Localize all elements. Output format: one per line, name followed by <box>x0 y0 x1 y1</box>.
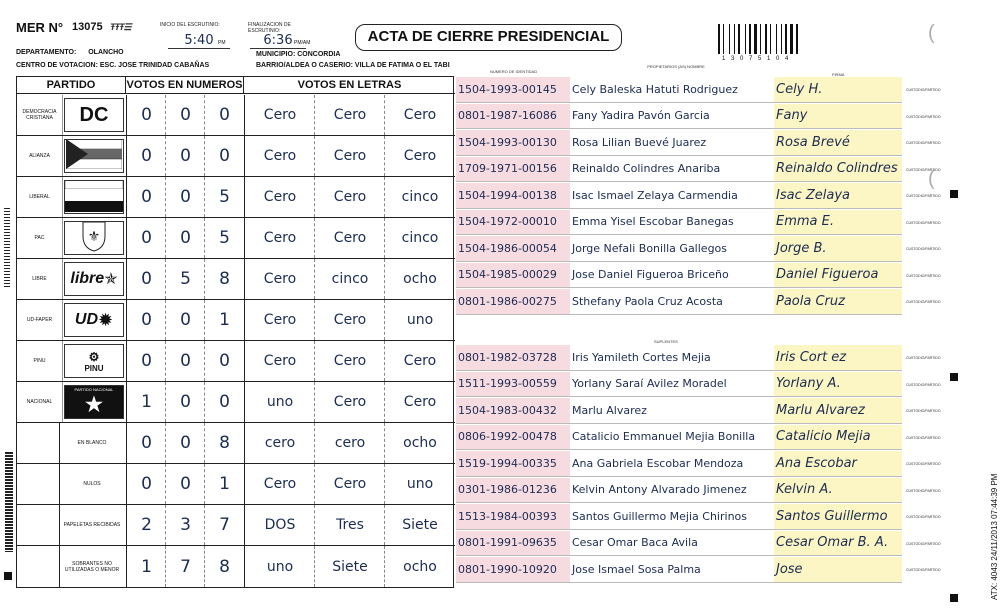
member-row <box>456 289 902 315</box>
member-signature: Catalicio Mejia <box>774 425 902 450</box>
barcode-bar <box>745 24 746 54</box>
member-id: 0806-1992-00478 <box>456 425 570 450</box>
member-row <box>456 104 902 130</box>
member-name: Yorlany Saraí Avilez Moradel <box>572 377 727 391</box>
barcode-bar <box>762 24 764 54</box>
barcode-bar <box>760 24 761 54</box>
vote-word: Cero <box>263 353 297 369</box>
inicio-label: INICIO DEL ESCRUTINIO: <box>160 22 220 28</box>
barcode-bar <box>783 24 784 54</box>
vote-word: Cero <box>263 107 297 123</box>
vote-word: uno <box>266 558 294 575</box>
vote-word: cinco <box>401 189 439 205</box>
vote-digit: 0 <box>180 392 191 412</box>
barcode-bar <box>754 24 757 54</box>
vote-word: Cero <box>403 148 437 164</box>
party-row <box>17 218 455 259</box>
member-id: 0801-1990-10920 <box>456 557 570 582</box>
barcode-bar <box>785 24 787 54</box>
barcode-bar <box>725 24 728 54</box>
libre-logo: libre <box>70 270 105 287</box>
member-row <box>456 478 902 504</box>
barcode-bar <box>752 24 753 54</box>
vote-digit: 0 <box>180 105 191 125</box>
member-id: 1511-1993-00559 <box>456 372 570 397</box>
member-row <box>456 77 902 103</box>
vote-word: Cero <box>263 230 297 246</box>
corner-mark: ( <box>928 168 935 190</box>
member-row <box>456 451 902 477</box>
member-signature: Santos Guillermo <box>774 504 902 529</box>
vote-word: Cero <box>333 476 367 492</box>
vote-word: Tres <box>336 517 364 533</box>
member-signature: Isac Zelaya <box>774 183 902 208</box>
member-signature: Cely H. <box>774 77 902 102</box>
vote-word: Cero <box>333 230 367 246</box>
vote-digit: 5 <box>180 269 191 289</box>
member-row <box>456 398 902 424</box>
fin-suffix: PM/AM <box>294 40 311 46</box>
vote-digit: 0 <box>141 269 152 289</box>
barcode-bar <box>776 24 777 54</box>
party-logo <box>64 262 124 296</box>
barcode-bar <box>758 24 759 54</box>
vote-word: Cero <box>263 148 297 164</box>
summary-name: NULOS <box>83 481 101 487</box>
party-logo <box>64 344 124 378</box>
vote-digit: 0 <box>141 146 152 166</box>
member-name: Santos Guillermo Mejia Chirinos <box>572 509 747 523</box>
member-row <box>456 372 902 398</box>
svg-text:⚜: ⚜ <box>87 227 101 244</box>
vote-word: Cero <box>263 271 297 287</box>
pac-shield-icon <box>79 221 109 255</box>
member-signature: Ana Escobar <box>774 451 902 476</box>
vote-word: Siete <box>332 558 368 575</box>
party-logo <box>64 139 124 173</box>
centro-label: CENTRO DE VOTACION: <box>16 62 98 69</box>
vote-digit: 7 <box>180 556 191 577</box>
liberal-flag-icon <box>65 180 123 214</box>
vote-digit: 0 <box>219 351 230 371</box>
municipio-line <box>256 51 340 58</box>
member-signature: Marlu Alvarez <box>774 398 902 423</box>
party-row <box>17 177 455 218</box>
member-signature: Kelvin A. <box>774 478 902 503</box>
vote-digit: 0 <box>180 228 191 248</box>
party-logo <box>64 221 124 255</box>
vote-word: ocho <box>403 271 437 287</box>
suplentes-label: SUPLENTES <box>654 339 678 344</box>
member-signature: Emma E. <box>774 210 902 235</box>
vote-digit: 1 <box>141 556 152 577</box>
side-label: CUSTODIO/PARTIDO <box>906 488 941 493</box>
member-name: Jose Ismael Sosa Palma <box>572 562 701 576</box>
summary-name: EN BLANCO <box>77 440 107 446</box>
vote-digit: 0 <box>219 105 230 125</box>
side-label: CUSTODIO/PARTIDO <box>906 382 941 387</box>
summary-row <box>17 423 455 464</box>
member-row <box>456 183 902 209</box>
vote-word: Cero <box>263 312 297 328</box>
member-id: 0801-1986-00275 <box>456 289 570 314</box>
party-logo <box>64 303 124 337</box>
vote-word: Cero <box>263 189 297 205</box>
member-row <box>456 504 902 530</box>
side-label: CUSTODIO/PARTIDO <box>906 568 941 572</box>
col-nombre-label: PROPIETARIOS (AS) NOMBRE <box>647 64 705 69</box>
vote-word: ocho <box>403 435 437 451</box>
barcode-bar <box>729 24 730 54</box>
member-row <box>456 557 902 583</box>
vote-digit: 0 <box>180 310 191 330</box>
departamento-label: DEPARTAMENTO: <box>16 49 77 56</box>
side-label: CUSTODIO/PARTIDO <box>906 220 941 225</box>
summary-row <box>17 505 455 546</box>
vote-digit: 0 <box>180 433 191 453</box>
registration-mark <box>4 572 12 580</box>
vote-digit: 0 <box>141 105 152 125</box>
member-id: 0301-1986-01236 <box>456 478 570 503</box>
vote-word: Cero <box>333 189 367 205</box>
member-signature: Cesar Omar B. A. <box>774 531 902 556</box>
member-name: Marlu Alvarez <box>572 403 647 417</box>
member-row <box>456 210 902 236</box>
member-row <box>456 263 902 289</box>
party-row <box>17 136 455 177</box>
side-label: CUSTODIO/PARTIDO <box>906 462 941 466</box>
pinu-emblem-icon: ⚙ <box>88 349 100 364</box>
vote-digit: 0 <box>141 228 152 248</box>
member-name: Fany Yadira Pavón Garcia <box>572 109 710 123</box>
vote-digit: 8 <box>219 269 230 289</box>
pinu-logo <box>84 350 103 373</box>
side-label: CUSTODIO/PARTIDO <box>906 194 941 198</box>
side-barcode <box>5 452 13 552</box>
barcode-bar <box>772 24 775 54</box>
votes-table <box>16 76 454 588</box>
vote-digit: 0 <box>141 310 152 330</box>
vote-digit: 2 <box>141 515 152 535</box>
side-label: CUSTODIO/PARTIDO <box>906 409 941 413</box>
member-id: 1504-1986-00054 <box>456 236 570 261</box>
member-row <box>456 425 902 451</box>
member-id: 1504-1994-00138 <box>456 183 570 208</box>
party-logo <box>64 98 124 132</box>
mer-label: MER N° <box>16 20 64 35</box>
centro-value: ESC. JOSE TRINIDAD CABAÑAS <box>99 62 210 69</box>
summary-row <box>17 546 455 587</box>
summary-row <box>17 464 455 505</box>
vote-word: Cero <box>333 312 367 328</box>
barcode-bar <box>731 24 733 54</box>
side-label: CUSTODIO/PARTIDO <box>906 141 941 145</box>
col-identidad-label: NUMERO DE IDENTIDAD <box>490 69 538 74</box>
corner-mark: ( <box>928 22 935 44</box>
member-signature: Jose <box>774 557 902 582</box>
member-id: 1513-1984-00393 <box>456 504 570 529</box>
member-id: 0801-1991-09635 <box>456 531 570 556</box>
vote-word: uno <box>406 312 434 328</box>
barcode-bar <box>736 24 737 54</box>
barcode-bar <box>741 24 744 54</box>
vote-word: cero <box>264 435 296 451</box>
dc-logo: DC <box>79 103 109 126</box>
member-id: 1519-1994-00335 <box>456 451 570 476</box>
star-icon: ✯ <box>104 271 118 288</box>
member-row <box>456 236 902 262</box>
party-logo <box>64 385 124 419</box>
barcode-bar <box>788 24 789 54</box>
party-row <box>17 382 455 423</box>
side-label: CUSTODIO/PARTIDO <box>906 356 941 360</box>
vote-digit: 5 <box>219 228 230 248</box>
vote-digit: 0 <box>180 187 191 207</box>
member-id: 1504-1985-00029 <box>456 263 570 288</box>
vote-digit: 0 <box>180 146 191 166</box>
column-separator <box>59 423 60 463</box>
inicio-suffix: PM <box>218 40 226 46</box>
member-signature: Rosa Brevé <box>774 130 902 155</box>
vote-digit: 0 <box>141 351 152 371</box>
member-name: Rosa Lilian Buevé Juarez <box>572 135 707 149</box>
vote-digit: 7 <box>219 515 230 535</box>
barcode-bar <box>765 24 767 54</box>
party-row <box>17 95 455 136</box>
vote-digit: 5 <box>219 187 230 207</box>
member-id: 1504-1993-00145 <box>456 77 570 102</box>
vote-digit: 8 <box>219 433 230 453</box>
vote-digit: 1 <box>219 310 230 330</box>
barcode-bar <box>723 24 724 54</box>
party-row <box>17 341 455 382</box>
party-name: LIBRE <box>17 259 63 299</box>
member-signature: Yorlany A. <box>774 372 902 397</box>
vote-digit: 1 <box>219 474 230 494</box>
side-label: CUSTODIO/PARTIDO <box>906 541 941 546</box>
barrio-value: VILLA DE FATIMA O EL TABI <box>354 62 450 69</box>
nacional-logo-text: PARTIDO NACIONAL <box>74 387 114 392</box>
vote-digit: 0 <box>141 433 152 453</box>
vote-word: uno <box>406 476 434 492</box>
vote-word: cero <box>334 435 366 451</box>
side-label: CUSTODIO/PARTIDO <box>906 435 941 440</box>
barcode-bar <box>749 24 751 54</box>
member-name: Isac Ismael Zelaya Carmendia <box>572 188 738 202</box>
side-label: CUSTODIO/PARTIDO <box>906 247 941 251</box>
barcode-bar <box>718 24 720 54</box>
member-row <box>456 130 902 156</box>
mer-number: 13075 <box>72 21 103 33</box>
member-id: 1504-1972-00010 <box>456 210 570 235</box>
centro-line <box>16 62 209 69</box>
party-name: LIBERAL <box>17 177 63 217</box>
member-id: 1504-1993-00130 <box>456 130 570 155</box>
departamento-value: OLANCHO <box>88 49 124 56</box>
vote-word: Cero <box>403 107 437 123</box>
vote-word: Cero <box>263 476 297 492</box>
party-name: ALIANZA <box>17 136 63 176</box>
member-signature: Daniel Figueroa <box>774 263 902 288</box>
member-name: Iris Yamileth Cortes Mejia <box>572 350 711 364</box>
side-label: CUSTODIO/PARTIDO <box>906 88 941 92</box>
vote-digit: 0 <box>219 146 230 166</box>
side-label: CUSTODIO/PARTIDO <box>906 114 941 119</box>
brand-mark: ŦŦŦ☰ <box>110 22 131 32</box>
member-name: Cely Baleska Hatuti Rodriguez <box>572 82 738 96</box>
summary-name: SOBRANTES NO UTILIZADAS O MENOR <box>64 560 120 573</box>
party-logo <box>64 180 124 214</box>
departamento-line <box>16 49 124 56</box>
member-name: Emma Yisel Escobar Banegas <box>572 215 734 229</box>
column-separator <box>59 546 60 587</box>
member-name: Ana Gabriela Escobar Mendoza <box>572 456 744 470</box>
alianza-flag-icon <box>66 139 122 173</box>
pinu-logo-text: PINU <box>84 363 104 373</box>
vote-word: cinco <box>401 230 439 246</box>
member-signature: Jorge B. <box>774 236 902 261</box>
barcode-bar <box>721 24 722 54</box>
barcode-bar <box>790 24 793 54</box>
vote-digit: 1 <box>141 392 152 412</box>
municipio-value: CONCORDIA <box>297 51 341 58</box>
barcode-bar <box>770 24 771 54</box>
member-signature: Reinaldo Colindres <box>774 157 902 182</box>
vote-word: DOS <box>264 517 296 533</box>
nacional-logo <box>65 386 123 418</box>
header-votos-numeros: VOTOS EN NUMEROS <box>126 77 244 94</box>
vote-word: cinco <box>331 271 369 287</box>
member-name: Catalicio Emmanuel Mejia Bonilla <box>572 430 756 444</box>
vote-digit: 0 <box>219 392 230 412</box>
member-row <box>456 157 902 183</box>
fin-value: 6:36 <box>250 33 306 49</box>
barrio-label: BARRIO/ALDEA O CASERIO: <box>256 62 353 69</box>
party-name: PINU <box>17 341 63 381</box>
member-name: Jorge Nefali Bonilla Gallegos <box>572 241 728 255</box>
party-row <box>17 300 455 341</box>
barcode-number: 1 3 0 7 5 1 0 4 <box>722 56 791 62</box>
vote-word: Cero <box>333 107 367 123</box>
member-id: 1709-1971-00156 <box>456 157 570 182</box>
vote-digit: 3 <box>180 515 191 535</box>
registration-mark <box>950 594 958 602</box>
barcode-bar <box>781 24 782 54</box>
member-row <box>456 531 902 557</box>
sun-icon: ✹ <box>98 309 114 330</box>
member-name: Kelvin Antony Alvarado Jimenez <box>572 483 747 497</box>
member-name: Cesar Omar Baca Avila <box>572 536 698 550</box>
municipio-label: MUNICIPIO: <box>256 51 296 58</box>
vote-word: uno <box>266 394 294 410</box>
side-label: CUSTODIO/PARTIDO <box>906 515 941 519</box>
summary-name: PAPELETAS RECIBIDAS <box>63 522 121 528</box>
timestamp-stamp: ATX: 4043 24/11/2013 07:44:39 PM <box>990 473 999 600</box>
vote-word: Cero <box>333 394 367 410</box>
member-signature: Iris Cort ez <box>774 345 902 370</box>
vote-word: ocho <box>403 558 437 575</box>
member-signature: Paola Cruz <box>774 289 902 314</box>
member-row <box>456 345 902 371</box>
vote-digit: 0 <box>180 351 191 371</box>
barcode-bar <box>768 24 769 54</box>
party-name: PAC <box>17 218 63 258</box>
registration-mark <box>950 373 958 381</box>
party-row <box>17 259 455 300</box>
page-title: ACTA DE CIERRE PRESIDENCIAL <box>355 24 622 51</box>
barcode-bar <box>796 24 798 54</box>
member-name: Jose Daniel Figueroa Briceño <box>572 268 729 282</box>
header-partido: PARTIDO <box>17 77 126 94</box>
ud-logo: UD <box>74 311 98 328</box>
barcode-bar <box>794 24 795 54</box>
registration-mark <box>950 190 958 198</box>
inicio-value: 5:40 <box>168 33 230 49</box>
member-signature: Fany <box>774 104 902 129</box>
party-name: NACIONAL <box>17 382 63 422</box>
column-separator <box>59 505 60 545</box>
header-votos-letras: VOTOS EN LETRAS <box>244 77 455 94</box>
side-label: CUSTODIO/PARTIDO <box>906 167 941 172</box>
member-id: 0801-1987-16086 <box>456 104 570 129</box>
barcode-bar <box>799 24 800 54</box>
column-separator <box>59 464 60 504</box>
vote-word: Cero <box>333 353 367 369</box>
party-name: UD-FAPER <box>17 300 63 340</box>
col-firma-label: FIRMA <box>832 72 845 77</box>
vote-word: Cero <box>403 394 437 410</box>
barcode-bar <box>778 24 780 54</box>
barcode-bar <box>738 24 740 54</box>
vote-word: Cero <box>333 148 367 164</box>
star-icon: ★ <box>85 394 103 416</box>
barrio-line <box>256 62 450 69</box>
member-name: Sthefany Paola Cruz Acosta <box>572 294 723 308</box>
barcode-bar <box>747 24 748 54</box>
side-barcode <box>4 208 10 288</box>
member-id: 0801-1982-03728 <box>456 345 570 370</box>
barcode <box>718 24 826 54</box>
vote-digit: 0 <box>180 474 191 494</box>
vote-word: Siete <box>402 517 438 533</box>
member-name: Reinaldo Colindres Anariba <box>572 162 721 176</box>
side-label: CUSTODIO/PARTIDO <box>906 273 941 278</box>
vote-word: Cero <box>403 353 437 369</box>
vote-digit: 0 <box>141 474 152 494</box>
member-id: 1504-1983-00432 <box>456 398 570 423</box>
barcode-bar <box>734 24 735 54</box>
side-label: CUSTODIO/PARTIDO <box>906 300 941 304</box>
vote-digit: 8 <box>219 556 230 577</box>
fin-label: FINALIZACION DE ESCRUTINIO: <box>248 22 291 34</box>
party-name: DEMOCRACIA CRISTIANA <box>17 95 63 135</box>
vote-digit: 0 <box>141 187 152 207</box>
